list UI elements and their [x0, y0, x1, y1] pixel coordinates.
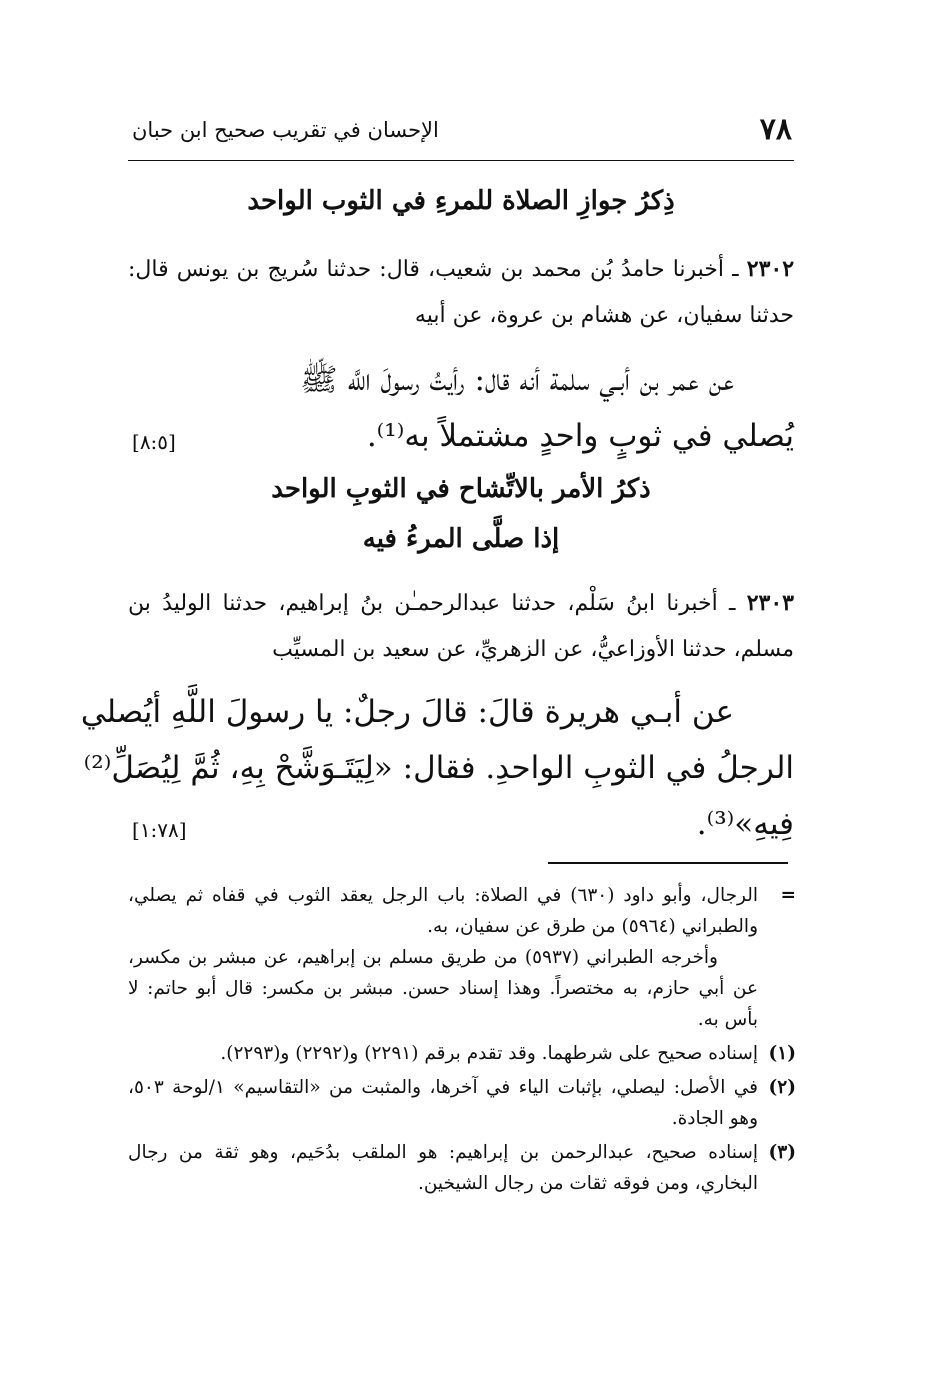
footnote-3 [128, 1137, 796, 1199]
footnotes [128, 880, 796, 1202]
matn-line: يُصلي في ثوبٍ واحدٍ مشتملاً به⁽¹⁾. [366, 418, 794, 454]
source-reference: [١:٧٨] [132, 818, 187, 842]
footnote-text: في الأصل: ليصلي، بإثبات الياء في آخرها، والمثبت من «التقاسيم» ١/لوحة ٥٠٣، وهو الجادة. [128, 1077, 759, 1129]
footnote-text: وأخرجه الطبراني (٥٩٣٧) من طريق مسلم بن إبراهيم، عن مبشر بن مكسر، عن أبي حازم، به مختصراً. وهذا إسناد حسن. مبشر بن مكسر: قال أبو حاتم: لا بأس به. [128, 947, 758, 1030]
footnote-marker: (١) [768, 1043, 796, 1064]
footnote-continuation [128, 880, 796, 1035]
hadith-number: ٢٣٠٣ [746, 590, 794, 616]
running-title: الإحسان في تقريب صحيح ابن حبان [132, 118, 439, 142]
section2-heading-line1: ذكرُ الأمر بالاتِّشاح في الثوبِ الواحد [271, 474, 651, 504]
isnad-text: ـ أخبرنا ابنُ سَلْم، حدثنا عبدالرحمـٰن بنُ إبراهيم، حدثنا الوليدُ بن مسلم، حدثنا الأوزاعيُّ، عن الزهريِّ، عن سعيد بن المسيِّب [128, 591, 794, 662]
footnote-text: إسناده صحيح، عبدالرحمن بن إبراهيم: هو الملقب بدُحَيم، وهو ثقة من رجال البخاري، ومن فوقه ثقات من رجال الشيخين. [128, 1142, 758, 1194]
matn-line: عن عمر بن أبـي سلمة أنه قال: رأيتُ رسولَ اللَّه ﷺ [300, 362, 734, 398]
hadith-number: ٢٣٠٢ [746, 256, 795, 282]
hadith-2302-matn [128, 352, 794, 464]
footnote-marker: (٢) [768, 1077, 796, 1098]
matn-line: الرجلُ في الثوبِ الواحدِ. فقال: «لِيَتَـوَشَّحْ بِهِ، ثُمَّ لِيُصَلِّ⁽²⁾ [83, 750, 794, 786]
source-reference: [٨:٥] [132, 430, 176, 454]
matn-line: عن أبـي هريرة قالَ: قالَ رجلٌ: يا رسولَ اللَّهِ أيُصلي [80, 694, 734, 730]
page-number: ٧٨ [759, 112, 792, 147]
footnote-marker: (٣) [768, 1142, 796, 1163]
matn-line: فِيهِ»⁽³⁾. [696, 806, 794, 842]
hadith-2302-chain [128, 246, 794, 339]
footnote-separator [548, 862, 788, 864]
footnote-text: الرجال، وأبو داود (٦٣٠) في الصلاة: باب الرجل يعقد الثوب في قفاه ثم يصلي، والطبراني (٥٩٦٤) من طرق عن سفيان، به. [128, 885, 758, 937]
hadith-2303-chain [128, 580, 794, 673]
continuation-mark: = [780, 885, 796, 906]
footnote-2 [128, 1072, 796, 1134]
header-rule [128, 160, 794, 161]
footnote-text: إسناده صحيح على شرطهما. وقد تقدم برقم (٢٢٩١) و(٢٢٩٢) و(٢٢٩٣). [220, 1043, 758, 1064]
section2-heading-line2: إذا صلَّى المرءُ فيه [362, 524, 560, 554]
hadith-2303-matn [80, 684, 794, 852]
isnad-text: ـ أخبرنا حامدُ بُن محمد بن شعيب، قال: حدثنا سُريج بن يونس قال: حدثنا سفيان، عن هشام بن عروة، عن أبيه [128, 257, 794, 328]
section1-heading: ذِكرُ جوازِ الصلاة للمرءِ في الثوب الواحد [247, 186, 675, 216]
footnote-1 [128, 1038, 796, 1069]
